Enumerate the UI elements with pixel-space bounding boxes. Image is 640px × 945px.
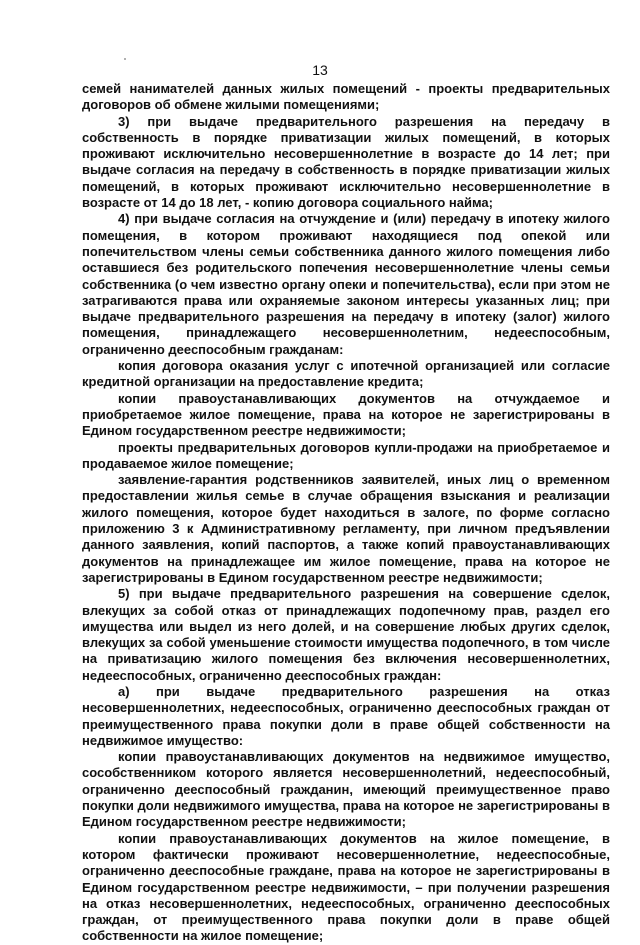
scan-speck — [124, 58, 126, 60]
paragraph: копии правоустанавливающих документов на отчуждаемое и приобретаемое жилое помещение, права на которое не зарегистрированы в Едином государственном реестре недвижимости; — [82, 390, 610, 439]
paragraph: 5) при выдаче предварительного разрешения на совершение сделок, влекущих за собой отказ от принадлежащих подопечному прав, раздел его имущества или выдел из него долей, и на совершение любых других сделок, влекущих за собой уменьшение стоимости имущества подопечного, в том числе на приватизацию жилого помещения без включения несовершеннолетних, недееспособных, ограниченно дееспособных граждан: — [82, 586, 610, 683]
paragraph: 4) при выдаче согласия на отчуждение и (или) передачу в ипотеку жилого помещения, в котором проживают находящиеся под опекой или попечительством члены семьи собственника данного жилого помещения либо оставшиеся без родительского попечения несовершеннолетние члены семьи собственника (о чем известно органу опеки и попечительства), если при этом не затрагиваются права или охраняемые законом интересы указанных лиц; при выдаче предварительного разрешения на передачу в ипотеку (залог) жилого помещения, принадлежащего несовершеннолетним, недееспособным, ограниченно дееспособным гражданам: — [82, 211, 610, 357]
paragraph: семей нанимателей данных жилых помещений - проекты предварительных договоров об обмене жилыми помещениями; — [82, 81, 610, 113]
paragraph: проекты предварительных договоров купли-продажи на приобретаемое и продаваемое жилое помещение; — [82, 439, 610, 471]
paragraph: копии правоустанавливающих документов на недвижимое имущество, сособственником которого является несовершеннолетний, недееспособный, ограниченно дееспособный гражданин, имеющий преимущественное право покупки доли недвижимого имущества, права на которое не зарегистрированы в Едином государственном реестре недвижимости; — [82, 749, 610, 830]
paragraph: а) при выдаче предварительного разрешения на отказ несовершеннолетних, недееспособных, ограниченно дееспособных граждан от преимущественного права покупки доли в праве общей собственности на недвижимое имущество: — [82, 683, 610, 748]
paragraph: копия договора оказания услуг с ипотечной организацией или согласие кредитной организации на предоставление кредита; — [82, 358, 610, 390]
page-number: 13 — [312, 62, 328, 78]
paragraph: копии правоустанавливающих документов на жилое помещение, в котором фактически проживают несовершеннолетние, недееспособные, ограниченно дееспособные граждане, права на которое не зарегистрированы в Едином государственном реестре недвижимости, – при получении разрешения на отказ несовершеннолетних, недееспособных, ограниченно дееспособных граждан, от преимущественного права покупки доли в праве общей собственности на жилое помещение; — [82, 830, 610, 944]
document-body — [82, 81, 610, 945]
paragraph: 3) при выдаче предварительного разрешения на передачу в собственность в порядке приватизации жилых помещений, в которых проживают исключительно несовершеннолетние в возрасте до 14 лет; при выдаче согласия на передачу в собственность в порядке приватизации жилых помещений, в которых проживают исключительно несовершеннолетние в возрасте от 14 до 18 лет, - копию договора социального найма; — [82, 113, 610, 211]
paragraph: заявление-гарантия родственников заявителей, иных лиц о временном предоставлении жилья семье в случае обращения взыскания и реализации жилого помещения, которое будет находиться в залоге, по форме согласно приложению 3 к Административному регламенту, при личном предъявлении данного заявления, копий паспортов, а также копий правоустанавливающих документов на принадлежащее им жилое помещение, права на которое не зарегистрированы в Едином государственном реестре недвижимости; — [82, 472, 610, 585]
